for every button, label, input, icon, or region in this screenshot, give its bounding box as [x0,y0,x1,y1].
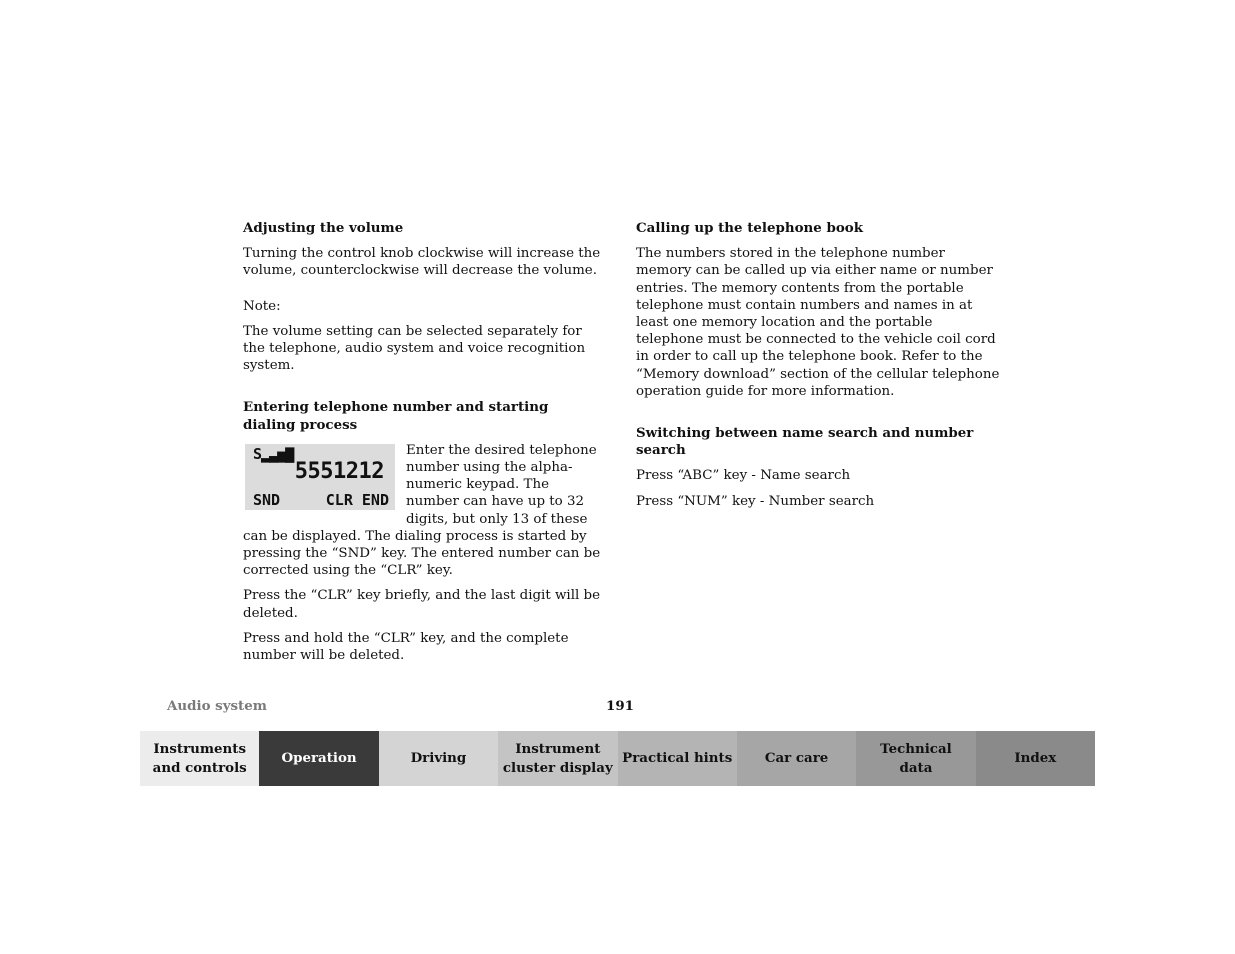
note-text: The volume setting can be selected separately for the telephone, audio system and voice recognition system. [243,323,586,374]
phonebook-text: The numbers stored in the telephone number memory can be called up via either name or number entries. The memory contents from the portable telephone must contain numbers and names in at least one memory location and the portable telephone must be connected to the vehicle coil cord in order to call up the telephone book. Refer to the “Memory download” section of the cellular telephone operation guide for more information. [636,246,1000,399]
tab-driving[interactable]: Driving [379,731,498,786]
chapter-nav-tabs [140,731,1095,786]
signal-strength-icon: S▂▃▅▇ [253,444,294,463]
dial-heading: Entering telephone number and starting dialing process [243,399,549,433]
switch-heading: Switching between name search and number search [636,425,974,459]
clr-brief-text: Press the “CLR” key briefly, and the last digit will be deleted. [243,588,601,621]
volume-heading: Adjusting the volume [243,220,404,236]
display-number: 5551212 [294,458,384,484]
right-column [636,220,1002,518]
tab-operation[interactable]: Operation [259,731,378,786]
page-number: 191 [606,698,634,714]
tab-index[interactable]: Index [976,731,1095,786]
display-snd-label: SND [253,490,281,509]
tab-instrument-cluster-display[interactable]: Instrument cluster display [498,731,617,786]
phonebook-heading: Calling up the telephone book [636,220,863,236]
phone-display-illustration [245,444,395,510]
tab-technical-data[interactable]: Technical data [856,731,975,786]
clr-hold-text: Press and hold the “CLR” key, and the complete number will be deleted. [243,630,569,664]
note-label: Note: [243,298,281,314]
display-clr-end-label: CLR END [325,490,389,509]
tab-practical-hints[interactable]: Practical hints [618,731,737,786]
num-text: Press “NUM” key - Number search [636,493,875,509]
tab-car-care[interactable]: Car care [737,731,856,786]
tab-instruments-and-controls[interactable]: Instruments and controls [140,731,259,786]
dial-text: Enter the desired telephone number using the alpha-numeric keypad. The number can have up to 32 digits, but only 13 of these can be displayed. The dialing process is started by pressing the “SND” key. The entered number can be corrected using the “CLR” key. [243,442,601,579]
volume-text: Turning the control knob clockwise will increase the volume, counterclockwise will decrease the volume. [243,246,601,279]
abc-text: Press “ABC” key - Name search [636,468,851,484]
left-column [243,220,605,672]
footer-section-title: Audio system [167,698,267,714]
